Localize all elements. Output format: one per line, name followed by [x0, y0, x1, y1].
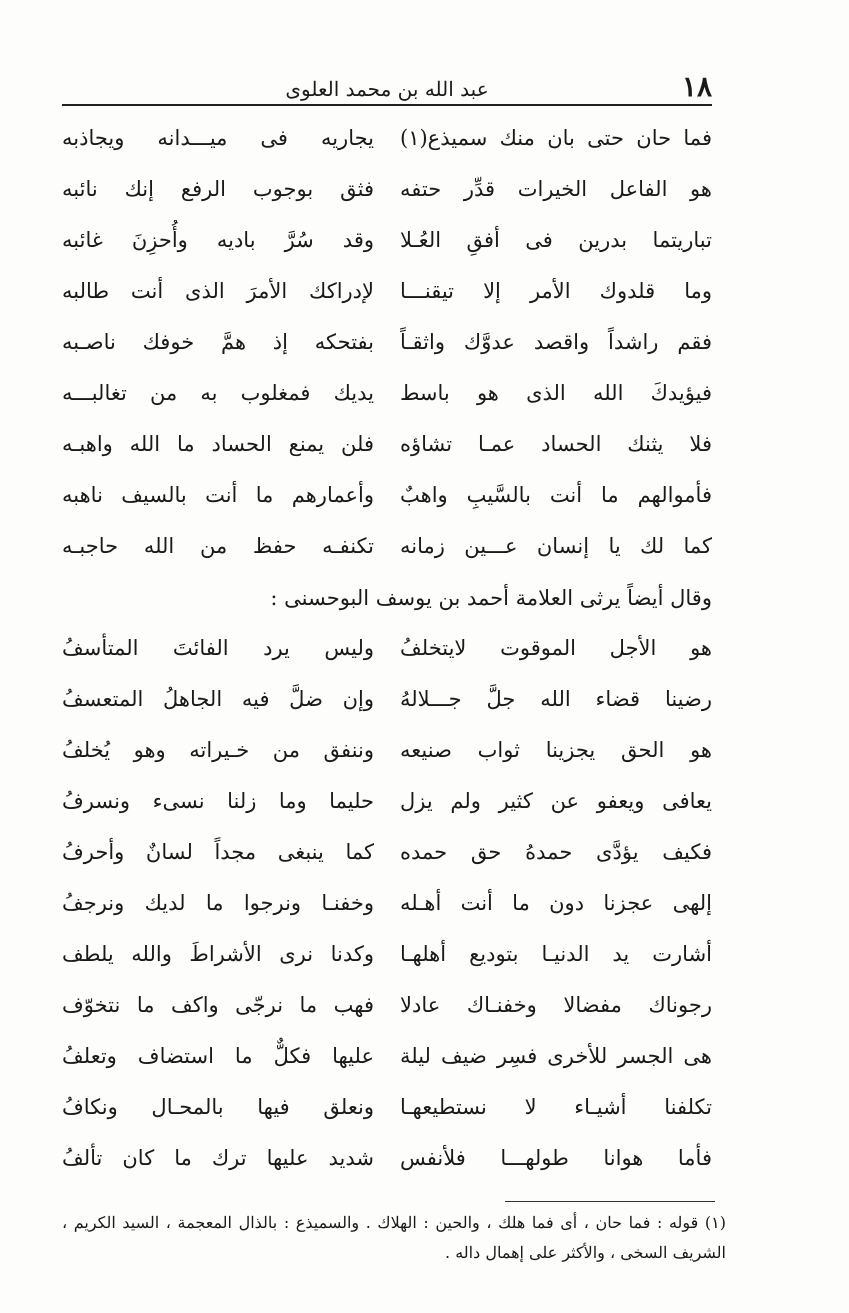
first-hemistich: فيؤيدكَ الله الذى هو باسط: [400, 381, 712, 405]
page-header: [62, 72, 712, 102]
running-title: عبد الله بن محمد العلوى: [285, 77, 489, 101]
verse-line: [62, 118, 712, 158]
verse-line: [62, 526, 712, 566]
footnote: (١) قوله : فما حان ، أى فما هلك ، والحين : الهلاك . والسميذع : بالذال المعجمة ، السيد الكريم ، الشريف السخى ، والأكثر على إهمال داله .: [62, 1213, 726, 1262]
verse-line: [62, 781, 712, 821]
footnote-rule: [505, 1201, 715, 1202]
first-hemistich: فأموالهم ما أنت بالسَّيبِ واهبٌ: [400, 483, 712, 507]
verse-line: [62, 985, 712, 1025]
second-hemistich: وليس يرد الفائتَ المتأسفُ: [62, 636, 374, 660]
second-hemistich: وخفنـا ونرجوا ما لديك ونرجفُ: [62, 891, 374, 915]
second-hemistich: فلن يمنع الحساد ما الله واهبـه: [62, 432, 374, 456]
first-hemistich: هو الحق يجزينا ثواب صنيعه: [400, 738, 712, 762]
verse-line: [62, 832, 712, 872]
first-hemistich: إلهى عجزنا دون ما أنت أهـله: [400, 891, 712, 915]
second-hemistich: حليما وما زلنا نسىء ونسرفُ: [62, 789, 374, 813]
first-hemistich: أشارت يد الدنيـا بتوديع أهلهـا: [400, 942, 712, 966]
verse-line: [62, 730, 712, 770]
verse-line: [62, 271, 712, 311]
second-hemistich: ونعلق فيها بالمحـال ونكافُ: [62, 1095, 374, 1119]
second-hemistich: عليها فكلٌّ ما استضاف وتعلفُ: [62, 1044, 374, 1068]
second-hemistich: وقد سُرَّ باديه وأُحزِنَ غائبه: [62, 228, 374, 252]
second-hemistich: يجاريه فى ميـــدانه ويجاذبه: [62, 126, 374, 150]
first-hemistich: هى الجسر للأخرى فسِر ضيف ليلة: [400, 1044, 712, 1068]
first-hemistich: فكيف يؤدَّى حمدهُ حق حمده: [400, 840, 712, 864]
verse-line: [62, 169, 712, 209]
verse-line: [62, 628, 712, 668]
poem-intro-line: وقال أيضاً يرثى العلامة أحمد بن يوسف البوحسنى :: [270, 586, 712, 610]
verse-line: [62, 220, 712, 260]
first-hemistich: رجوناك مفضالا وخفنـاك عادلا: [400, 993, 712, 1017]
verse-line: [62, 679, 712, 719]
first-hemistich: فأما هوانا طولهـــا فلأنفس: [400, 1146, 712, 1170]
second-hemistich: فثق بوجوب الرفع إنك نائبه: [62, 177, 374, 201]
second-hemistich: كما ينبغى مجداً لسانٌ وأحرفُ: [62, 840, 374, 864]
header-rule: [62, 104, 712, 106]
second-hemistich: بفتحكه إذ همَّ خوفك ناصـبه: [62, 330, 374, 354]
first-hemistich: كما لك يا إنسان عـــين زمانه: [400, 534, 712, 558]
second-hemistich: لإدراكك الأمرَ الذى أنت طالبه: [62, 279, 374, 303]
second-hemistich: فهب ما نرجّى واكف ما نتخوّف: [62, 993, 374, 1017]
first-hemistich: هو الفاعل الخيرات قدِّر حتفه: [400, 177, 712, 201]
first-hemistich: يعافى ويعفو عن كثير ولم يزل: [400, 789, 712, 813]
second-hemistich: شديد عليها ترك ما كان تألفُ: [62, 1146, 374, 1170]
verse-line: [62, 934, 712, 974]
verse-line: [62, 475, 712, 515]
second-hemistich: وننفق من خـيراته وهو يُخلفُ: [62, 738, 374, 762]
first-hemistich: فما حان حتى بان منك سميذع(١): [400, 126, 712, 150]
first-hemistich: وما قلدوك الأمر إلا تيقنـــا: [400, 279, 712, 303]
first-hemistich: فقم راشداً واقصد عدوَّك واثقـاً: [400, 330, 712, 354]
verse-line: [62, 883, 712, 923]
second-hemistich: وكدنا نرى الأشراطَ والله يلطف: [62, 942, 374, 966]
verse-line: [62, 424, 712, 464]
verse-line: [62, 1138, 712, 1178]
verse-line: [62, 373, 712, 413]
first-hemistich: تباريتما بدرين فى أفقِ العُـلا: [400, 228, 712, 252]
second-hemistich: يديك فمغلوب به من تغالبـــه: [62, 381, 374, 405]
first-hemistich: رضينا قضاء الله جلَّ جـــلالهُ: [400, 687, 712, 711]
first-hemistich: تكلفنا أشيـاء لا نستطيعهـا: [400, 1095, 712, 1119]
first-hemistich: هو الأجل الموقوت لايتخلفُ: [400, 636, 712, 660]
second-hemistich: وأعمارهم ما أنت بالسيف ناهبه: [62, 483, 374, 507]
verse-line: [62, 1087, 712, 1127]
second-hemistich: تكنفـه حفظ من الله حاجبـه: [62, 534, 374, 558]
verse-line: [62, 1036, 712, 1076]
second-hemistich: وإن ضلَّ فيه الجاهلُ المتعسفُ: [62, 687, 374, 711]
first-hemistich: فلا يثنك الحساد عمـا تشاؤه: [400, 432, 712, 456]
page-number: ١٨: [681, 70, 712, 103]
verse-line: [62, 322, 712, 362]
